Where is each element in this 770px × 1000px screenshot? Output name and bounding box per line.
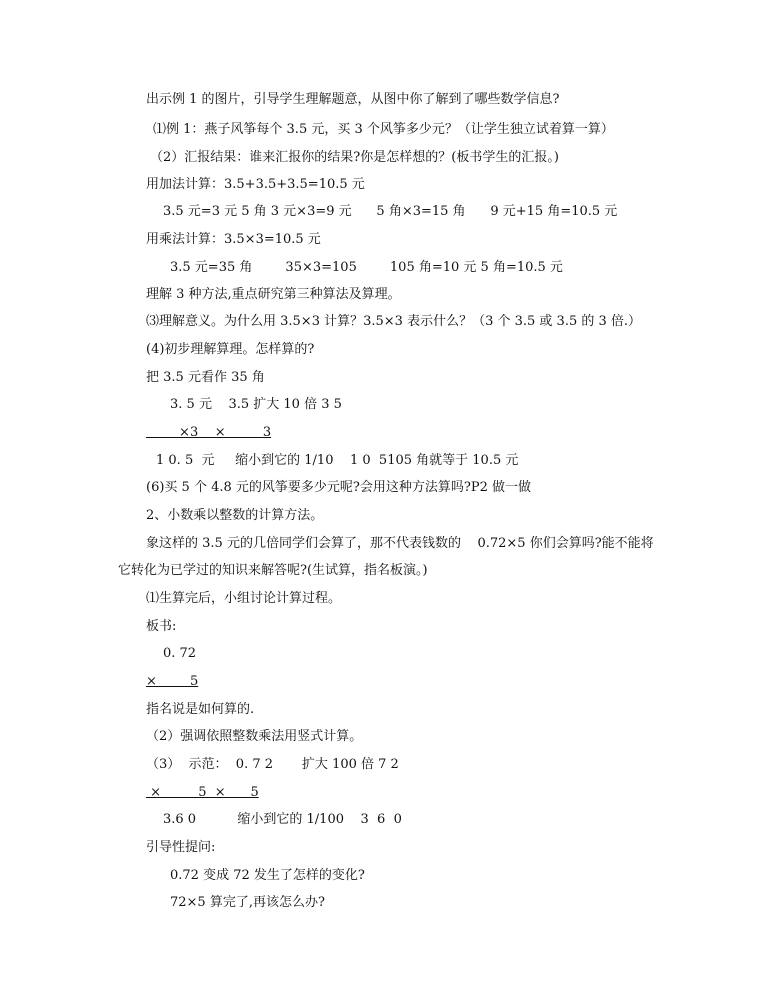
text-line: 板书: xyxy=(146,619,177,634)
text-line: 理解 3 种方法,重点研究第三种算法及算理。 xyxy=(146,287,401,302)
text-line: 把 3.5 元看作 35 角 xyxy=(146,370,265,385)
text-line: （2）汇报结果：谁来汇报你的结果?你是怎样想的？(板书学生的汇报。) xyxy=(150,150,559,165)
text-line: 它转化为已学过的知识来解答呢?(生试算，指名板演。) xyxy=(118,563,428,578)
text-line: （3） 示范： 0. 7 2 扩大 100 倍 7 2 xyxy=(146,757,399,772)
text-line: 3.5 元=3 元 5 角 3 元×3=9 元 5 角×3=15 角 9 元+15 角=10.5 元 xyxy=(163,204,618,219)
vertical-calc-underline-line: × 5 × 5 xyxy=(146,785,259,800)
text-line: 引导性提问: xyxy=(146,840,216,855)
text-line: 用加法计算：3.5+3.5+3.5=10.5 元 xyxy=(146,177,365,192)
text-line: 出示例 1 的图片，引导学生理解题意，从图中你了解到了哪些数学信息? xyxy=(146,92,560,107)
text-line: ⑴例 1：燕子风筝每个 3.5 元，买 3 个风筝多少元？（让学生独立试着算一算） xyxy=(153,122,614,137)
text-line: 3.5 元=35 角 35×3=105 105 角=10 元 5 角=10.5 元 xyxy=(170,260,563,275)
text-line: 3.6 0 缩小到它的 1/100 3 6 0 xyxy=(163,812,402,827)
text-line: 0. 72 xyxy=(163,646,197,661)
text-line: 0.72 变成 72 发生了怎样的变化? xyxy=(170,868,365,883)
text-line: 72×5 算完了,再该怎么办? xyxy=(170,895,325,910)
section-heading: 2、小数乘以整数的计算方法。 xyxy=(146,508,324,523)
text-line: 指名说是如何算的. xyxy=(146,702,255,717)
vertical-calc-underline-line: ×3 × 3 xyxy=(146,425,272,440)
text-line: 用乘法计算：3.5×3=10.5 元 xyxy=(146,232,321,247)
text-line: ⑶理解意义。为什么用 3.5×3 计算？3.5×3 表示什么？（3 个 3.5 或 3.5 的 3 倍.） xyxy=(146,314,642,329)
text-line: 1 0. 5 元 缩小到它的 1/10 1 0 5105 角就等于 10.5 元 xyxy=(156,453,519,468)
vertical-calc-underline-line: × 5 xyxy=(146,674,199,689)
text-line: ⑴生算完后，小组讨论计算过程。 xyxy=(146,591,342,606)
text-line: 3. 5 元 3.5 扩大 10 倍 3 5 xyxy=(170,397,342,412)
text-line: （2）强调依照整数乘法用竖式计算。 xyxy=(146,729,363,744)
text-line: (4)初步理解算理。怎样算的? xyxy=(146,342,315,357)
text-line: 象这样的 3.5 元的几倍同学们会算了，那不代表钱数的 0.72×5 你们会算吗?能不能将 xyxy=(146,536,654,551)
text-line: (6)买 5 个 4.8 元的风筝要多少元呢?会用这种方法算吗?P2 做一做 xyxy=(146,480,531,495)
